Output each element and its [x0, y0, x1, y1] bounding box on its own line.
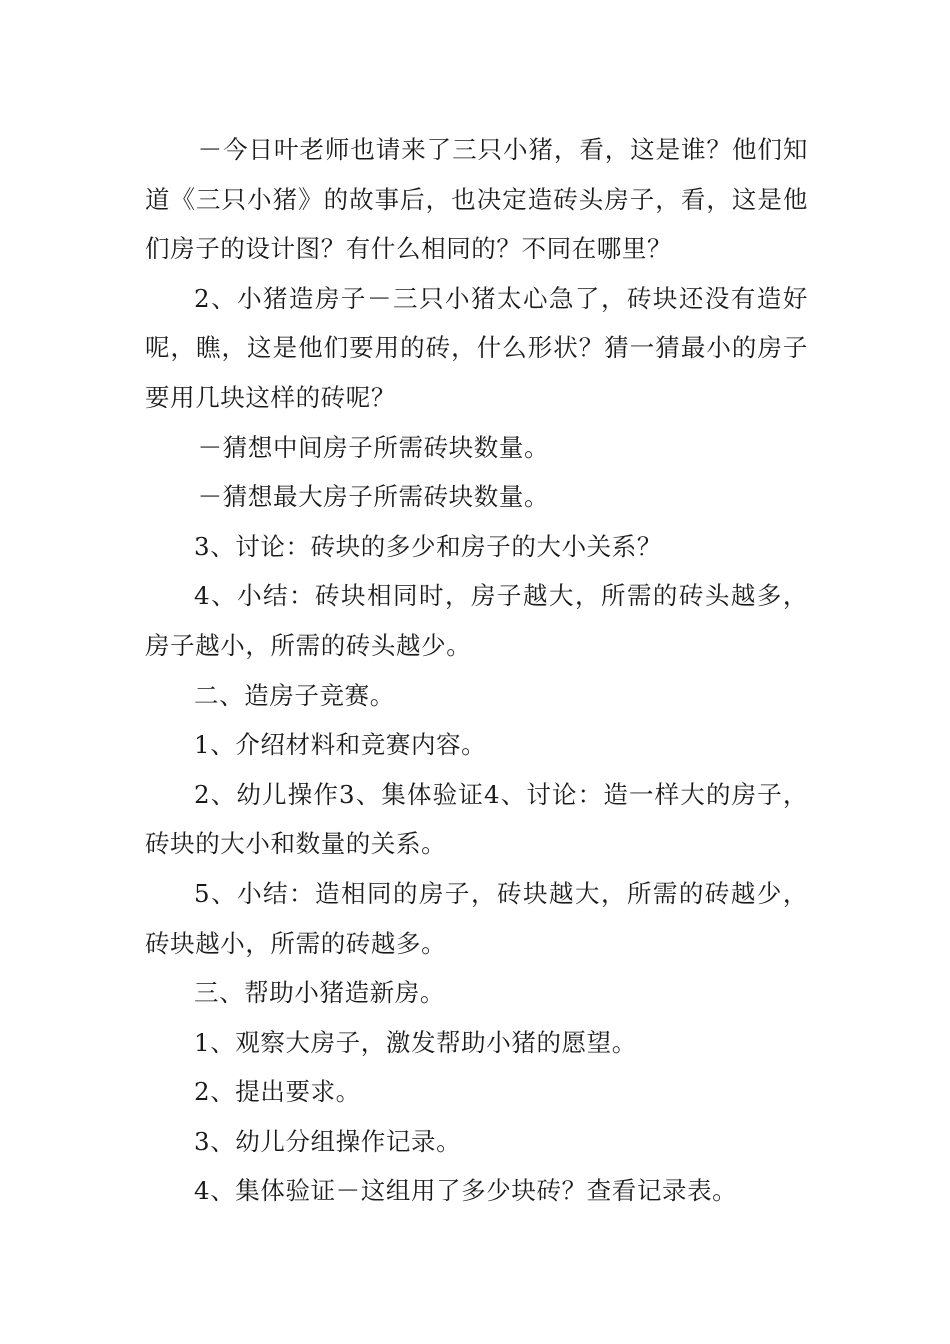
paragraph: －猜想中间房子所需砖块数量。 [197, 432, 550, 462]
paragraph: 3、幼儿分组操作记录。 [194, 1126, 462, 1156]
paragraph: 2、幼儿操作3、集体验证4、讨论：造一样大的房子，砖块的大小和数量的关系。 [145, 779, 808, 859]
paragraph: 4、小结：砖块相同时，房子越大，所需的砖头越多，房子越小，所需的砖头越少。 [145, 581, 808, 660]
paragraph: 5、小结：造相同的房子，砖块越大，所需的砖越少，砖块越小，所需的砖越多。 [145, 878, 808, 958]
paragraph: －今日叶老师也请来了三只小猪，看，这是谁？他们知道《三只小猪》的故事后，也决定造砖头房子，看，这是他们房子的设计图？有什么相同的？不同在哪里？ [145, 135, 808, 264]
paragraph: 3、讨论：砖块的多少和房子的大小关系？ [194, 531, 662, 561]
document-body [145, 125, 808, 1216]
paragraph: 2、提出要求。 [194, 1077, 361, 1107]
paragraph: －猜想最大房子所需砖块数量。 [197, 482, 550, 512]
paragraph: 1、观察大房子，激发帮助小猪的愿望。 [194, 1027, 637, 1057]
paragraph: 1、介绍材料和竞赛内容。 [194, 730, 487, 760]
paragraph: 二、造房子竞赛。 [194, 680, 395, 710]
paragraph: 三、帮助小猪造新房。 [194, 978, 445, 1008]
paragraph: 4、集体验证－这组用了多少块砖？查看记录表。 [194, 1176, 738, 1206]
paragraph: 2、小猪造房子－三只小猪太心急了，砖块还没有造好呢，瞧，这是他们要用的砖，什么形状？猜一猜最小的房子要用几块这样的砖呢？ [145, 283, 808, 412]
